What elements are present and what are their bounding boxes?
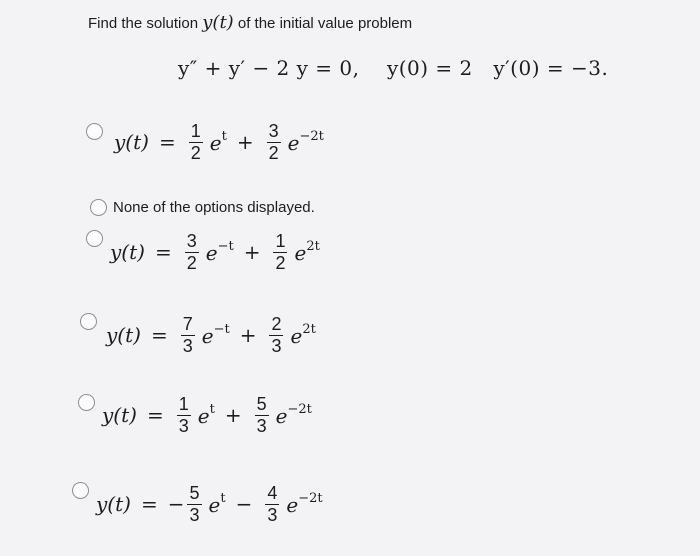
exponential-term: [206, 239, 234, 265]
fraction-2: [269, 315, 283, 356]
equals-sign: =: [154, 240, 172, 265]
option-4-radio[interactable]: [80, 313, 97, 330]
base: e: [209, 131, 222, 156]
exponential-term: [286, 491, 322, 517]
option-lhs: y(t): [106, 323, 141, 348]
base: e: [275, 404, 288, 429]
exponential-term: [210, 129, 227, 155]
option-5-radio[interactable]: [78, 394, 95, 411]
fraction-2: [265, 484, 279, 525]
base: e: [197, 404, 210, 429]
operator: +: [236, 130, 254, 155]
numerator: 1: [275, 231, 286, 251]
option-1-radio[interactable]: [86, 123, 103, 140]
denominator: 3: [178, 415, 189, 436]
exponent: −2t: [287, 402, 312, 418]
question-text: [88, 12, 412, 33]
equals-sign: =: [158, 130, 176, 155]
initial-condition-1: y(0) = 2: [386, 56, 473, 80]
fraction-2: [273, 232, 287, 273]
exponent: −2t: [298, 491, 323, 507]
option-2-radio[interactable]: [90, 199, 107, 216]
fraction-1: [177, 395, 191, 436]
denominator: 3: [182, 335, 193, 356]
numerator: 5: [256, 394, 267, 414]
exponential-term: [198, 402, 215, 428]
equals-sign: =: [140, 492, 158, 517]
base: e: [205, 241, 218, 266]
option-6-radio[interactable]: [72, 482, 89, 499]
fraction-2: [267, 122, 281, 163]
exponential-term: [202, 322, 230, 348]
denominator: 3: [189, 504, 200, 525]
numerator: 1: [190, 121, 201, 141]
sign: −: [167, 492, 185, 517]
equals-sign: =: [150, 323, 168, 348]
exponent: t: [221, 129, 227, 145]
base: e: [208, 493, 221, 518]
exponential-term: [290, 322, 315, 348]
option-lhs: y(t): [96, 492, 131, 517]
denominator: 2: [275, 252, 286, 273]
base: e: [290, 324, 303, 349]
exponential-term: [209, 491, 226, 517]
numerator: 4: [267, 483, 278, 503]
base: e: [201, 324, 214, 349]
ode-statement: [178, 56, 608, 80]
numerator: 3: [186, 231, 197, 251]
denominator: 2: [268, 142, 279, 163]
exponent: 2t: [306, 239, 320, 255]
option-lhs: y(t): [110, 240, 145, 265]
ode-equation: y″ + y′ − 2 y = 0,: [178, 56, 360, 80]
question-suffix: of the initial value problem: [233, 15, 413, 32]
option-lhs: y(t): [102, 403, 137, 428]
denominator: 3: [256, 415, 267, 436]
exponent: 2t: [302, 322, 316, 338]
option-5-equation[interactable]: [102, 395, 312, 436]
fraction-1: [185, 232, 199, 273]
denominator: 2: [190, 142, 201, 163]
question-var: y(t): [202, 12, 234, 33]
denominator: 3: [267, 504, 278, 525]
exponential-term: [276, 402, 312, 428]
exponent: t: [209, 402, 215, 418]
exponent: −t: [213, 322, 230, 338]
exponent: −t: [217, 239, 234, 255]
option-4-equation[interactable]: [106, 315, 316, 356]
numerator: 2: [271, 314, 282, 334]
operator: +: [239, 323, 257, 348]
numerator: 1: [178, 394, 189, 414]
option-lhs: y(t): [114, 130, 149, 155]
initial-condition-2: y′(0) = −3.: [493, 56, 609, 80]
numerator: 7: [182, 314, 193, 334]
option-1-equation[interactable]: [114, 122, 324, 163]
base: e: [286, 493, 299, 518]
denominator: 2: [186, 252, 197, 273]
option-3-equation[interactable]: [110, 232, 320, 273]
exponential-term: [288, 129, 324, 155]
option-3-radio[interactable]: [86, 230, 103, 247]
option-6-equation[interactable]: [96, 484, 323, 525]
denominator: 3: [271, 335, 282, 356]
base: e: [287, 131, 300, 156]
base: e: [294, 241, 307, 266]
question-prefix: Find the solution: [88, 15, 203, 32]
fraction-1: [181, 315, 195, 356]
fraction-2: [255, 395, 269, 436]
fraction-1: [187, 484, 201, 525]
exponential-term: [294, 239, 319, 265]
fraction-1: [189, 122, 203, 163]
numerator: 5: [189, 483, 200, 503]
exponent: −2t: [299, 129, 324, 145]
operator: +: [243, 240, 261, 265]
operator: −: [235, 492, 253, 517]
operator: +: [224, 403, 242, 428]
option-2-label[interactable]: None of the options displayed.: [113, 199, 315, 216]
exponent: t: [220, 491, 226, 507]
numerator: 3: [268, 121, 279, 141]
equals-sign: =: [146, 403, 164, 428]
